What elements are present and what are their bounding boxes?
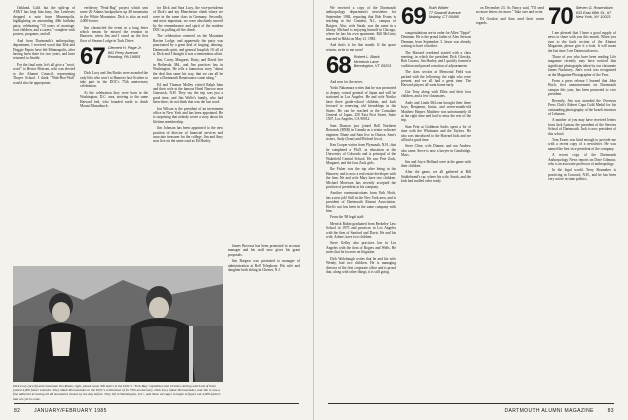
paragraph: I am pleased that I have a good supply of news to share with you this month. When you turn to the back section of the Alumni Magazine, please give it a look. It will mean the last time I see Dartmouth news.: [548, 31, 616, 53]
left-column-4: [228, 244, 300, 364]
paragraph: Steve Gelley also practices law in Los Angeles with the firm of Rogers and Wells. He notes that he focuses on litigation.: [326, 241, 396, 255]
paragraph: Those of you who have been reading Life magazine recently may have noticed that significant photographs taken by our classmate James Nachtwey. Jim's work was recognized as the Magazine Photographer of the Year.: [548, 55, 616, 77]
right-page: [314, 0, 628, 420]
paragraph: Another communications from Erik Hoch, has a new job! Still in the New York area, and is president of Dartmouth Alumni Association. Hoch's son has been in the same company with him.: [326, 191, 396, 214]
class-68-heading: [326, 55, 396, 77]
page-number: 82: [14, 408, 21, 414]
photo-image: [13, 266, 223, 382]
class-70-heading: [548, 6, 616, 28]
paragraph: Jim Johnson has been appointed to the new position of director of financial services and associate treasurer for the college. Jim and Amy now live on the same road as Ed Hurley.: [153, 126, 223, 144]
paragraph: Oakland, Calif. but the split-up of AT&T has kept him busy. Jim Lenfestey dropped a note from Minneapolis, highlighting an astounding 40th birthday party, celebrating "10 years of marriage, four children, and a career," complete with posters, programs, and all.: [13, 6, 75, 37]
paragraph: Jim and Joyce Holland were at the game with their children.: [401, 159, 471, 168]
paragraph: From the '68 legal staff:: [330, 215, 365, 220]
class-69-heading: [401, 6, 471, 28]
paragraph: Steve Cline, wife Dianne, and son Andrew also came. Steve is now a lawyer in Cambridge, Mass.: [401, 144, 471, 158]
paragraph: The class section at Memorial Field was packed with the following: the eight who were present, and we all had a great time. The Harvard players all went home early.: [401, 70, 471, 88]
magazine-name: DARTMOUTH ALUMNI MAGAZINE: [504, 408, 594, 414]
paragraph: James Bovessa has been promoted to account manager and his staff now gives his grant proposals.: [228, 244, 300, 257]
paragraph: We received a copy of the Dartmouth anthropology department's newsletter for September 1984, reporting that Bob Evans is teaching at the Camden, N.J., campus of Rutgers. Also, wife Sarah, was the same in a library. Michael is enjoying himself in Chicago, where he has his own apartment. Bill McCarty married in Rikki on May 21, 1983.: [326, 6, 396, 41]
paragraph: Got Tony along with Ellen and their four children, and a few classmates.: [401, 89, 471, 99]
paragraph: congratulations are in order for Allen "Oppie" Dentman. He is the proud father of Alex Stewart Denman, born September 3. Jason was already waiting to have a brother.: [401, 31, 471, 49]
paragraph: Ed and Thomas Malley visited Ralph Sam and their wife at the famous Hotel Nauvoo near Gunstock, N.H. They say the trip was just a good time, and Jim Wolfe's family, who had been there, do not think that was the last word.: [153, 82, 223, 105]
paragraph: For the final note, let's all give a "woof, woof" to Hector Motroni, who was elected to the Alumni Council, representing Thayer School. I think "Wah-Hoo-Wah" would also be appropriate.: [13, 62, 75, 85]
paragraph: Sam Dunson just joined Bell Northern Research (BNR) in Canada as a senior software engineer. Diane and Sam live in Ottawa. Sam's sisters, Andy (Joan) and Michael (two).: [326, 123, 396, 141]
footer-rule: [328, 403, 614, 404]
left-footer: [14, 408, 107, 414]
class-secretary: Steven G. Rosenblum 633 East 68th St., #7 New York, NY 10021: [575, 6, 613, 20]
right-column-2: [401, 6, 471, 378]
left-column-2: [80, 6, 148, 264]
class-number: 70: [548, 6, 573, 28]
paragraph: Ken Cooper writes from Plymouth, N.H., that he completed a Ph.D. in education at the University of Colorado and is principal of the Wakefield Central School. He saw Pete Zack, Margaret, and the four Zack girls.: [326, 143, 396, 165]
right-column-1: [326, 6, 396, 378]
class-number: 68: [326, 55, 351, 78]
paragraph: And now for the news:: [330, 80, 363, 85]
paragraph: Dick Wolobaugh writes that he and his wife Wendy, had two children. He is managing director of the first corporate office and is proud that, along with other things, it is still going.: [326, 256, 396, 274]
paragraph: And from Dartmouth's anthropology department, I received word that Bob and Doggie Papiro have left Minneapolis, after having been there for two years, and have returned to Seattle.: [13, 38, 75, 61]
photo-caption: Dick Lucy (at left) and classmate Jim Rooks, right, joined some 300 skiers in the DOC's "Trek-Bag" expedition last October, during which all of them joined 4,000 footer summits. They hiked 48 mountains in the DOC's celebration of its 75th anniversary. Dick Lucy hiked 48 mountains, and Jim is now a fine adherent to having all 48 mountains chosen by the day before. They left in Washington, D.C., and those all eager to begin to figure out 4,000-footers that are yet to come.: [13, 384, 221, 401]
paragraph: At the celebration they were born to the Washington, D.C. area, arriving to the same Harvard bed, who founded north to climb Mount Monadnock.: [80, 90, 148, 109]
paragraph: vertheory "Peak-Bag" project which sent some 20 Adams backpackers up 48 mountains in the White Mountains. Dick is also an avid 4,000-footer.: [80, 6, 148, 24]
paragraph: Dick Lucy and Jim Rooks were awarded the only lifts who won't to Hanover last October to take part in the DOC's 75th anniversary celebration.: [80, 71, 148, 89]
paragraph: Merrick Rubin graduated from Berkeley Law School in 1975 and practices in Los Angeles with the firm of Sanford and Davis. He and his wife, Arlene, have two children.: [326, 221, 396, 240]
paragraph: for Dick and Sara Lucy, the vice-presidents of Dick's and my Manchester climb where we were in the same class in Germany. Secondly, and most important, we were absolutely moved by the remembrance and spirit of the modern DOC in pulling off the climb.: [153, 6, 223, 33]
paragraph: Stan Fein at Goldman Sachs spent a lot of time with the Whitmans and the Taylors. He also was introduced to the Harvard kids and we all had a good time.: [401, 124, 471, 142]
class-secretary: Robert L. Black McIntosh Lane Bennington, VT 05201: [353, 55, 392, 69]
class-67-heading: [80, 46, 148, 68]
paragraph: Jon Wilson is the president of an investment office in New York and has been appointed. He is surprising that nobody wrote a story about his lifetime membership.: [153, 106, 223, 124]
paragraph: In the legal world, Terry Shumaker is practicing in Concord, N.H., and he has been very active in state politics.: [548, 168, 616, 182]
photo-hikers: [13, 266, 223, 382]
paragraph: Jim chronicled the event in a long letter which means he missed the reunion in Hanover, when Jim and I stood on the first floor of Stearns Lodge in Tuck Drive.: [80, 25, 148, 43]
right-column-3: [476, 6, 544, 378]
paragraph: Andy and Linda McLean brought their three boys, Benjamin, Justin, and seven-month-old Matthew Harper. Matthew was unfortunately ill at the right time and had to miss the rest of the trip.: [401, 100, 471, 123]
left-column-1: [13, 6, 75, 87]
paragraph: Tom Evans was kind enough to provide me with a recent copy of a newsletter. He was named the first vice president of the company.: [548, 137, 616, 151]
paragraph: The Harvard weekend started with a class meeting, in which the president Dick Glovsky, Bob Cuomo, Jim Hurley, and I quickly formed a coalition and passed a motion of adjournment.: [401, 50, 471, 68]
paragraph: A number of you may have received letters from Jack Lyman, the president of the Stevens School of Dartmouth. Jack is now president of this school.: [548, 118, 616, 136]
paragraph: After the game, we all gathered at Bill Stahlebrand's car, where his wife, Sarah, and the kids had mulled cider ready.: [401, 170, 471, 184]
paragraph: And that's it for this month. If the space returns, write to me soon!: [326, 43, 396, 52]
issue-date: JANUARY/FEBRUARY 1985: [34, 408, 107, 414]
paragraph: A recent copy of the Dartmouth Anthropology News reports on Dave Gilmour, who is an associate professor of anthropology.: [548, 153, 616, 166]
left-column-3: [153, 6, 223, 258]
class-number: 69: [401, 6, 426, 28]
page-number: 83: [607, 408, 614, 414]
paragraph: Jim, Corey, Margaret, Daisy, and David live in Bethesda, Md., and Jim practices law in Washington. He tells a humorous story "about the deal that came his way, that we can all be sure a Dartmouth Renaissance came along.": [153, 58, 223, 81]
paragraph: Yoshi Nakamura writes that he was promoted to deputy consul general of Japan and will be stationed in Los Angeles. He and wife Noriko have three grade-school children, and look forward to renewing old friendships in the States. He can be reached at the Consulate General of Japan, 250 East First Street, Suite 1507, Los Angeles, CA 90012.: [326, 86, 396, 122]
paragraph: on December 23. As Nancy said, "I'll send no more letters for more." Take care and write.: [476, 6, 544, 15]
right-footer: [504, 408, 614, 414]
paragraph: Jim Burgess was promoted to manager of administration at Bell Telephone. His wife and daughter both skiing in Chester, N.J.: [228, 259, 300, 273]
paragraph: The celebration centered on the Mountain Ravine Lodge, and apparently the party was punctuated by a great deal of singing, dancing, Dartmouth spirit, and general hooplah. Of all of it, Dick and I thought it was a tremendous affair.: [153, 34, 223, 57]
paragraph: Ike Fisher was the top after being in the Hanover, and is now a real estate developer with the firm. He and wife Mary have two children. Michael Morrison has recently accepted the position of president at his company.: [326, 167, 396, 189]
right-column-4: [548, 6, 616, 378]
paragraph: Ed Gordon and Sara send their warm regards.: [476, 16, 544, 26]
class-secretary: Ruth Wilder 77 Sawmill Avenue Nolaby, CT 06490: [428, 6, 461, 20]
class-number: 67: [80, 46, 105, 69]
paragraph: From a press release I learned that John Hoch, first announcement on Dartmouth campus this year, has been promoted to vice president.: [548, 79, 616, 97]
paragraph: Recently, Jim was awarded the Overseas Press Club's Robert Capa Gold Medal for his outstanding photography of the Israeli invasion of Lebanon.: [548, 98, 616, 116]
footer-rule: [14, 403, 299, 404]
class-secretary: Clement H. Page Jr. 861 Perry Avenue Reading, PA 19605: [107, 46, 142, 60]
